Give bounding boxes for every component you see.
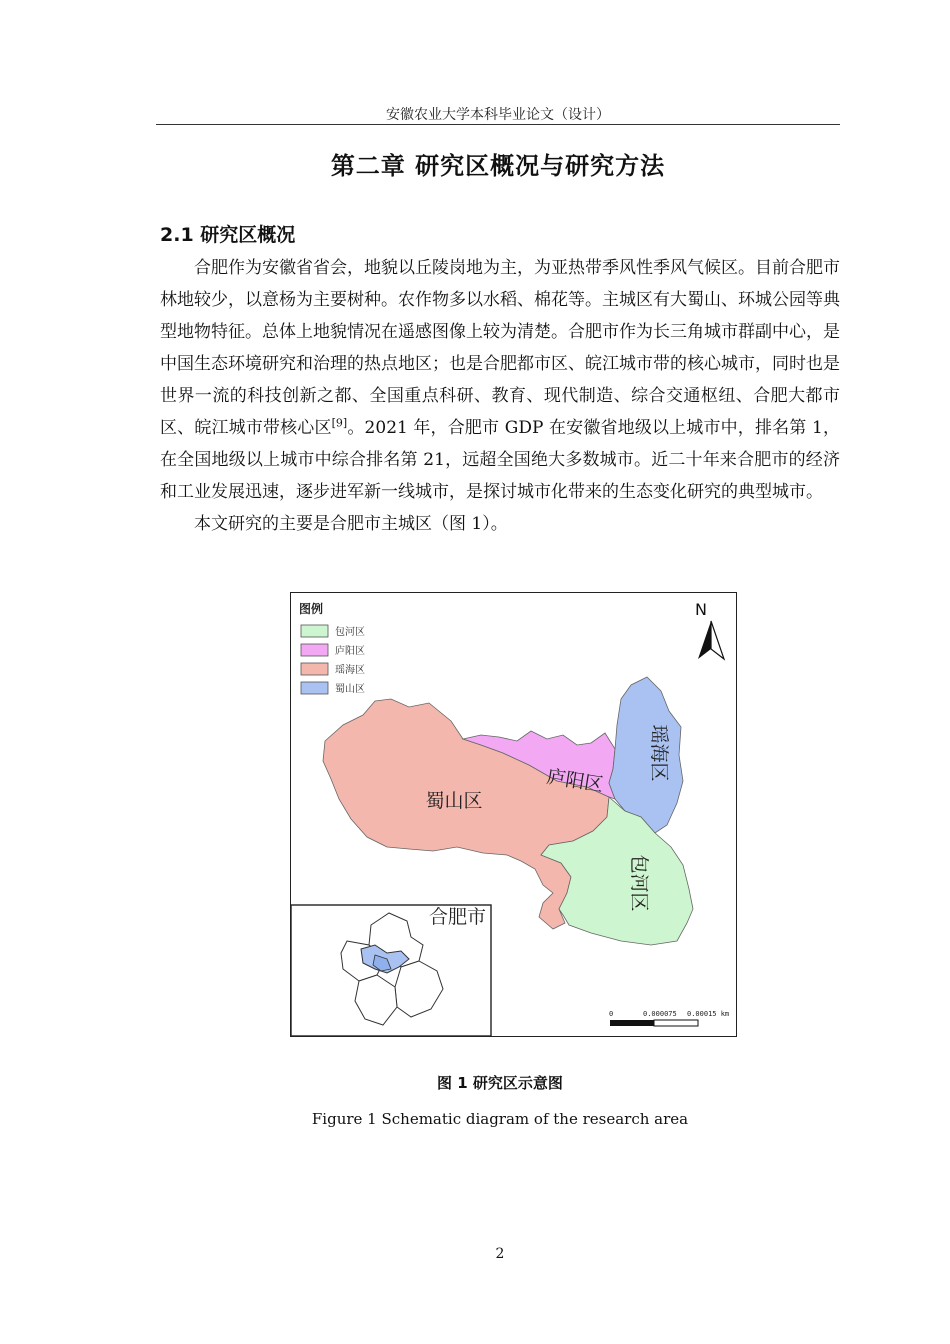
- section-title: 2.1 研究区概况: [160, 224, 296, 246]
- scale-tick-0: 0: [609, 1010, 614, 1018]
- paragraph-1-part-b: 。2021 年，合肥市 GDP 在安徽省地级以上城市中，排名第 1，在全国地级以上城市中综合排名第 21，远超全国绝大多数城市。近二十年来合肥市的经济和工业发展迅速，逐步进军新一线城市，是探讨城市化带来的生态变化研究的典型城市。: [160, 418, 841, 502]
- legend-title: 图例: [299, 602, 324, 616]
- figure-caption-en: Figure 1 Schematic diagram of the research area: [311, 1110, 689, 1128]
- north-arrow-icon: [695, 600, 724, 659]
- running-header: 安徽农业大学本科毕业论文（设计）: [386, 107, 610, 123]
- label-baohe: 包河区: [628, 854, 650, 912]
- legend-label-0: 包河区: [335, 627, 365, 638]
- citation-ref[interactable]: [9]: [331, 416, 348, 430]
- header-rule: [156, 124, 840, 125]
- legend: [301, 625, 365, 695]
- chapter-title: 第二章 研究区概况与研究方法: [330, 152, 666, 180]
- legend-swatch-2: [301, 663, 328, 675]
- legend-swatch-1: [301, 644, 328, 656]
- paragraph-1-part-a: 合肥作为安徽省省会，地貌以丘陵岗地为主，为亚热带季风性季风气候区。目前合肥市林地较少，以意杨为主要树种。农作物多以水稻、棉花等。主城区有大蜀山、环城公园等典型地物特征。总体上地貌情况在遥感图像上较为清楚。合肥市作为长三角城市群副中心，是中国生态环境研究和治理的热点地区；也是合肥都市区、皖江城市带的核心城市，同时也是世界一流的科技创新之都、全国重点科研、教育、现代制造、综合交通枢纽、合肥大都市区、皖江城市带核心区: [160, 258, 840, 438]
- legend-swatch-3: [301, 682, 328, 694]
- label-yaohai: 瑶海区: [648, 724, 670, 782]
- label-luyang: 庐阳区: [545, 765, 605, 797]
- scale-tick-1: 0.000075: [643, 1010, 677, 1018]
- paragraph-2: 本文研究的主要是合肥市主城区（图 1）。: [194, 514, 508, 534]
- figure-caption-cn: 图 1 研究区示意图: [437, 1074, 563, 1092]
- inset-map: [291, 905, 491, 1036]
- inset-label: 合肥市: [429, 906, 487, 928]
- legend-swatch-0: [301, 625, 328, 637]
- legend-label-3: 蜀山区: [335, 684, 365, 695]
- scale-bar: [609, 1010, 729, 1026]
- legend-label-1: 庐阳区: [335, 646, 365, 657]
- north-label: N: [695, 600, 707, 619]
- scale-tick-2: 0.00015 km: [687, 1010, 730, 1018]
- legend-label-2: 瑶海区: [335, 665, 365, 676]
- page-number: 2: [495, 1246, 505, 1262]
- map-canvas: [291, 593, 736, 1036]
- paragraph-1: [160, 252, 840, 508]
- body-text: [160, 252, 840, 540]
- label-shushan: 蜀山区: [425, 790, 483, 812]
- study-area-map: [290, 592, 737, 1037]
